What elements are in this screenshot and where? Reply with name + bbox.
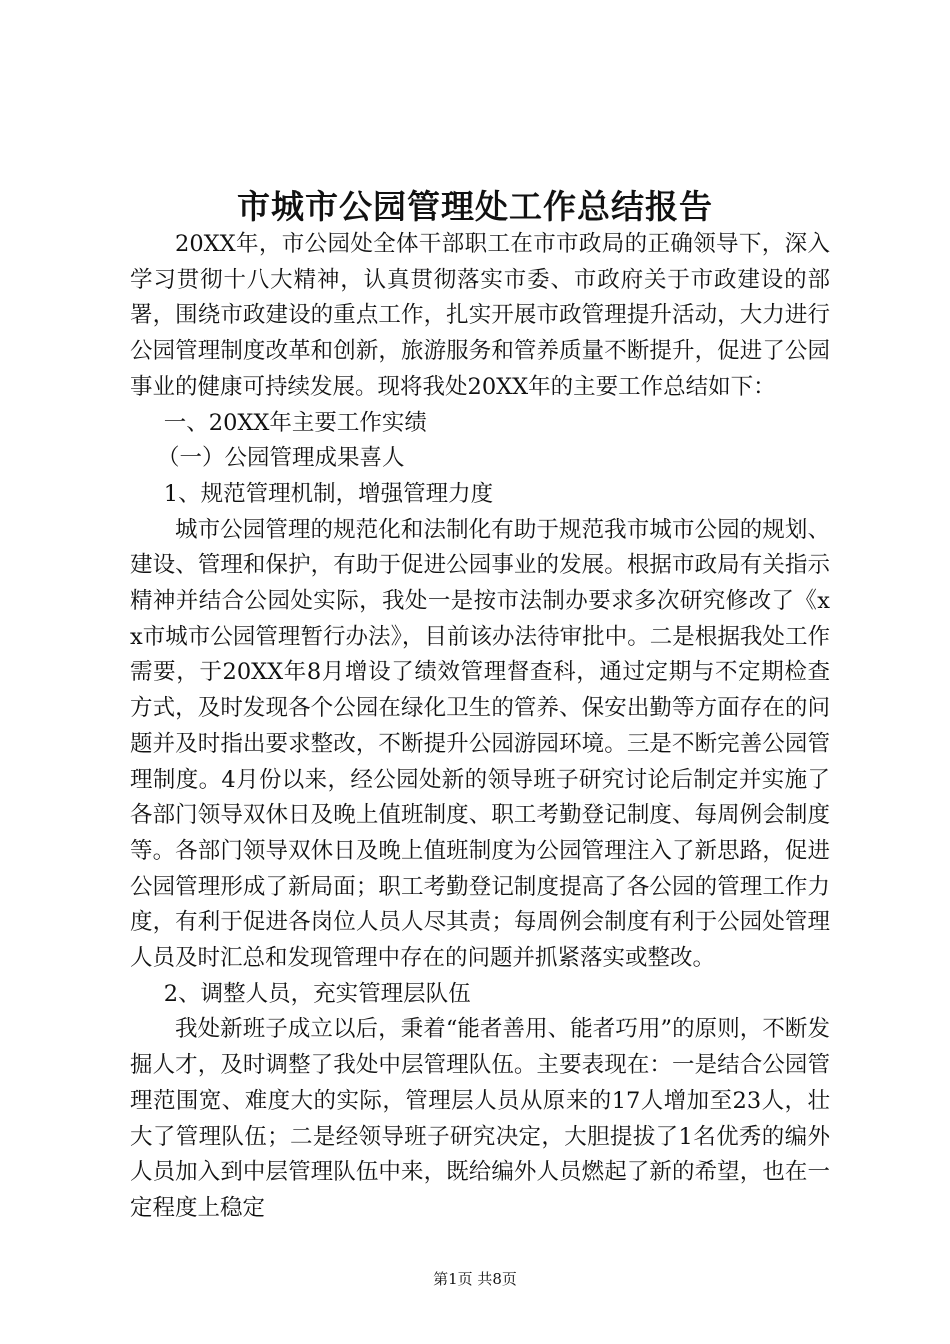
body-paragraph: 城市公园管理的规范化和法制化有助于规范我市城市公园的规划、建设、管理和保护，有助于促进公园事业的发展。根据市政局有关指示精神并结合公园处实际，我处一是按市法制办要求多次研究修改了《xx市城市公园管理暂行办法》，目前该办法待审批中。二是根据我处工作需要，于20XX年8月增设了绩效管理督查科，通过定期与不定期检查方式，及时发现各个公园在绿化卫生的管养、保安出勤等方面存在的问题并及时指出要求整改，不断提升公园游园环境。三是不断完善公园管理制度。4月份以来，经公园处新的领导班子研究讨论后制定并实施了各部门领导双休日及晚上值班制度、职工考勤登记制度、每周例会制度等。各部门领导双休日及晚上值班制度为公园管理注入了新思路，促进公园管理形成了新局面；职工考勤登记制度提高了各公园的管理工作力度，有利于促进各岗位人员人尽其责；每周例会制度有利于公园处管理人员及时汇总和发现管理中存在的问题并抓紧落实或整改。 <box>130 516 830 972</box>
document-title: 市城市公园管理处工作总结报告 <box>237 187 713 226</box>
page-footer: 第1页 共8页 <box>433 1270 517 1288</box>
subsection-heading: （一）公园管理成果喜人 <box>157 445 405 472</box>
body-paragraph: 我处新班子成立以后，秉着“能者善用、能者巧用”的原则，不断发掘人才，及时调整了我处中层管理队伍。主要表现在：一是结合公园管理范围宽、难度大的实际，管理层人员从原来的17人增加至23人，壮大了管理队伍；二是经领导班子研究决定，大胆提拔了1名优秀的编外人员加入到中层管理队伍中来，既给编外人员燃起了新的希望，也在一定程度上稳定 <box>130 1016 830 1221</box>
item-heading: 2、调整人员，充实管理层队伍 <box>163 980 471 1007</box>
intro-paragraph: 20XX年，市公园处全体干部职工在市市政局的正确领导下，深入学习贯彻十八大精神，认真贯彻落实市委、市政府关于市政建设的部署，围绕市政建设的重点工作，扎实开展市政管理提升活动，大力进行公园管理制度改革和创新，旅游服务和管养质量不断提升，促进了公园事业的健康可持续发展。现将我处20XX年的主要工作总结如下： <box>130 231 830 400</box>
section-heading: 一、20XX年主要工作实绩 <box>163 409 427 436</box>
item-heading: 1、规范管理机制，增强管理力度 <box>163 480 494 507</box>
document-body <box>130 227 830 1227</box>
